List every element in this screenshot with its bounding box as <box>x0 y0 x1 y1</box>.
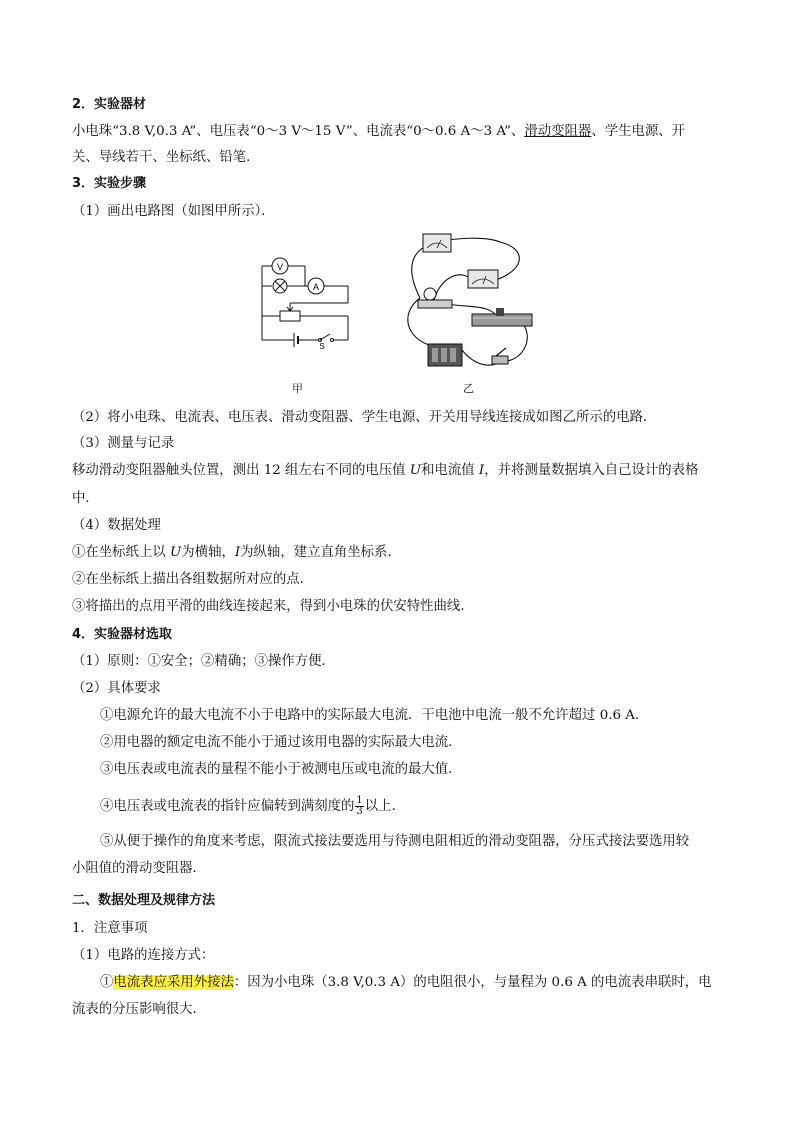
step-4: （4）数据处理 <box>72 518 161 533</box>
data-processing-1: ①在坐标纸上以 U为横轴，I为纵轴，建立直角坐标系． <box>72 545 401 560</box>
step-3-text-line-2: 中． <box>72 491 99 506</box>
voltmeter-device <box>423 234 451 252</box>
switch-device <box>492 348 508 364</box>
circuit-diagram <box>250 248 360 350</box>
requirement-2: ②用电器的额定电流不能小于通过该用电器的实际最大电流． <box>100 735 462 750</box>
figure-caption-jia: 甲 <box>292 382 303 395</box>
switch-label: S <box>319 342 325 350</box>
section-title-selection: 4．实验器材选取 <box>72 627 173 642</box>
rheostat-symbol <box>280 311 300 321</box>
ammeter-device <box>468 270 498 288</box>
requirement-5-line-2: 小阻值的滑动变阻器． <box>72 861 206 876</box>
step-1: （1）画出电路图（如图甲所示）． <box>72 204 275 219</box>
notes-title: 1．注意事项 <box>72 921 148 936</box>
note-external-connection-line-2: 流表的分压影响很大． <box>72 1002 206 1017</box>
requirement-3: ③电压表或电流表的量程不能小于被测电压或电流的最大值． <box>100 762 462 777</box>
power-supply-device <box>428 344 462 366</box>
figure-caption-yi: 乙 <box>463 382 474 395</box>
notes-connection: （1）电路的连接方式： <box>72 948 215 963</box>
part-2-title: 二、数据处理及规律方法 <box>72 893 216 908</box>
rheostat-device <box>472 308 532 326</box>
highlighted-text: 电流表应采用外接法 <box>113 975 234 990</box>
ammeter-label: A <box>312 282 320 292</box>
step-2: （2）将小电珠、电流表、电压表、滑动变阻器、学生电源、开关用导线连接成如图乙所示的电路． <box>72 410 657 425</box>
apparatus-diagram <box>400 228 540 373</box>
lamp-device <box>418 288 452 308</box>
step-3: （3）测量与记录 <box>72 436 175 451</box>
data-processing-2: ②在坐标纸上描出各组数据所对应的点． <box>72 572 314 587</box>
section-title-equipment: 2．实验器材 <box>72 97 147 112</box>
requirement-4: ④电压表或电流表的指针应偏转到满刻度的 $\frac{1}{3}$ 以上． <box>100 795 405 817</box>
underlined-term: 滑动变阻器 <box>524 124 592 139</box>
data-processing-3: ③将描出的点用平滑的曲线连接起来，得到小电珠的伏安特性曲线． <box>72 599 474 614</box>
step-3-text-line-1: 移动滑动变阻器触头位置，测出 12 组左右不同的电压值 U和电流值 I，并将测量数据填入自己设计的表格 <box>72 463 699 478</box>
equipment-line-1: 小电珠“3.8 V,0.3 A”、电压表“0～3 V～15 V”、电流表“0～0.6 A～3 A”、滑动变阻器、学生电源、开 <box>72 124 686 139</box>
section-title-steps: 3．实验步骤 <box>72 176 147 191</box>
voltmeter-label: V <box>276 262 284 272</box>
principle: （1）原则：①安全；②精确；③操作方便． <box>72 654 335 669</box>
fraction-one-third: $\frac{1}{3}$ <box>356 795 363 817</box>
requirement-5-line-1: ⑤从便于操作的角度来考虑，限流式接法要选用与待测电阻相近的滑动变阻器，分压式接法要选用较 <box>100 834 690 849</box>
requirements-title: （2）具体要求 <box>72 681 161 696</box>
equipment-line-2: 关、导线若干、坐标纸、铅笔． <box>72 150 260 165</box>
note-external-connection: ①电流表应采用外接法：因为小电珠（3.8 V,0.3 A）的电阻很小，与量程为 0.6 A 的电流表串联时，电 <box>100 975 712 990</box>
requirement-1: ①电源允许的最大电流不小于电路中的实际最大电流．干电池中电流一般不允许超过 0.6 A. <box>100 708 640 723</box>
